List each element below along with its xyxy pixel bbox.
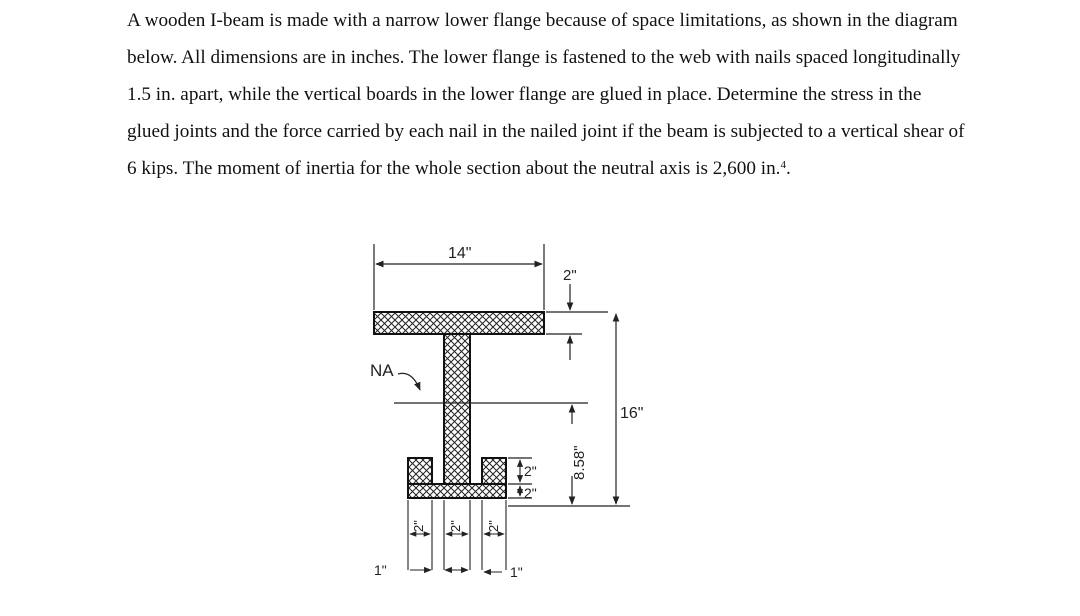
- inertia-exponent: 4: [780, 159, 786, 171]
- board-width-right-label: 2": [486, 520, 501, 532]
- na-distance-label: 8.58": [571, 445, 588, 480]
- board-width-middle-label: 2": [448, 520, 463, 532]
- problem-end: .: [785, 158, 791, 179]
- bottom-lower-thickness-label: 2": [524, 485, 537, 501]
- problem-statement: [127, 2, 967, 187]
- gap-right-label: 1": [510, 564, 523, 580]
- bottom-board-strip: [408, 484, 506, 498]
- gap-left-label: 1": [374, 562, 387, 578]
- top-width-label: 14": [448, 245, 472, 262]
- web: [444, 334, 470, 484]
- problem-text: A wooden I-beam is made with a narrow lower flange because of space limitations, as shown in the diagram below. All dimensions are in inches. The lower flange is fastened to the web with nails spaced longitudinally 1.5 in. apart, while the vertical boards in the lower flange are glued in place. Determine the stress in the glued joints and the force carried by each nail in the nailed joint if the beam is subjected to a vertical shear of 6 kips. The moment of inertia for the whole section about the neutral axis is 2,600 in.: [127, 10, 965, 179]
- bottom-board-left: [408, 458, 432, 484]
- bottom-upper-thickness-label: 2": [524, 463, 537, 479]
- i-beam-diagram: [360, 236, 660, 600]
- neutral-axis-label: NA: [370, 361, 394, 380]
- top-flange-thickness-label: 2": [563, 267, 577, 284]
- top-flange: [374, 312, 544, 334]
- bottom-board-right: [482, 458, 506, 484]
- board-width-left-label: 2": [411, 520, 426, 532]
- total-height-label: 16": [620, 405, 644, 422]
